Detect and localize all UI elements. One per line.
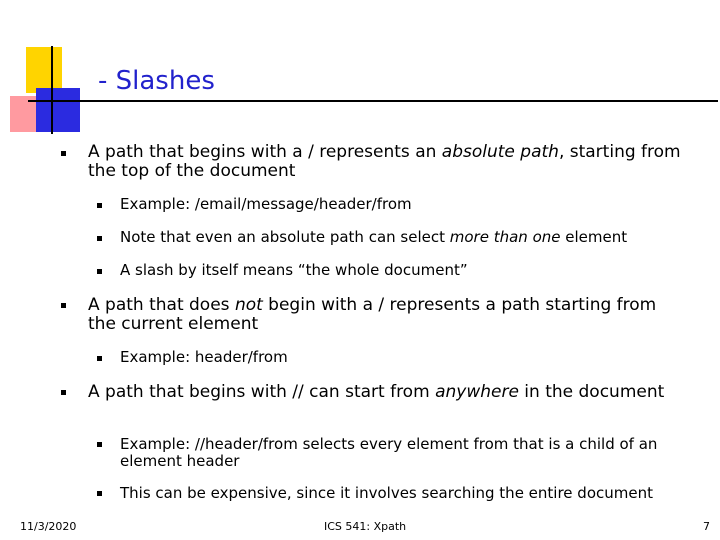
title-decoration-blue-square [36, 88, 80, 132]
sub-bullet-square-icon [97, 236, 102, 241]
sub-bullet-square-icon [97, 356, 102, 361]
sub-bullet-text: A slash by itself means “the whole document” [120, 261, 468, 279]
title-underline [28, 100, 718, 102]
sub-bullet-text: Example: header/from [120, 348, 288, 366]
bullet-square-icon [61, 303, 66, 308]
sub-bullet-square-icon [97, 203, 102, 208]
footer-date: 11/3/2020 [20, 520, 77, 533]
title-decoration-yellow-square [26, 47, 62, 93]
sub-bullet-square-icon [97, 269, 102, 274]
title-decoration-vertical-line [51, 46, 53, 134]
slide-title: - Slashes [98, 66, 215, 96]
sub-bullet-text: This can be expensive, since it involves searching the entire document [120, 484, 653, 502]
footer-course: ICS 541: Xpath [324, 520, 407, 533]
sub-bullet-text: Example: //header/from selects every element from that is a child of an element header [120, 435, 658, 470]
bullet-square-icon [61, 390, 66, 395]
bullet-square-icon [61, 151, 66, 156]
bullet-text: A path that begins with // can start from anywhere in the document [88, 382, 665, 402]
sub-bullet-text: Example: /email/message/header/from [120, 195, 412, 213]
footer-page-number: 7 [703, 520, 710, 533]
sub-bullet-square-icon [97, 442, 102, 447]
sub-bullet-square-icon [97, 491, 102, 496]
bullet-text: A path that begins with a / represents an absolute path, starting from the top of the document [88, 142, 681, 181]
sub-bullet-text: Note that even an absolute path can select more than one element [120, 228, 628, 246]
bullet-text: A path that does not begin with a / represents a path starting from the current element [88, 295, 657, 334]
